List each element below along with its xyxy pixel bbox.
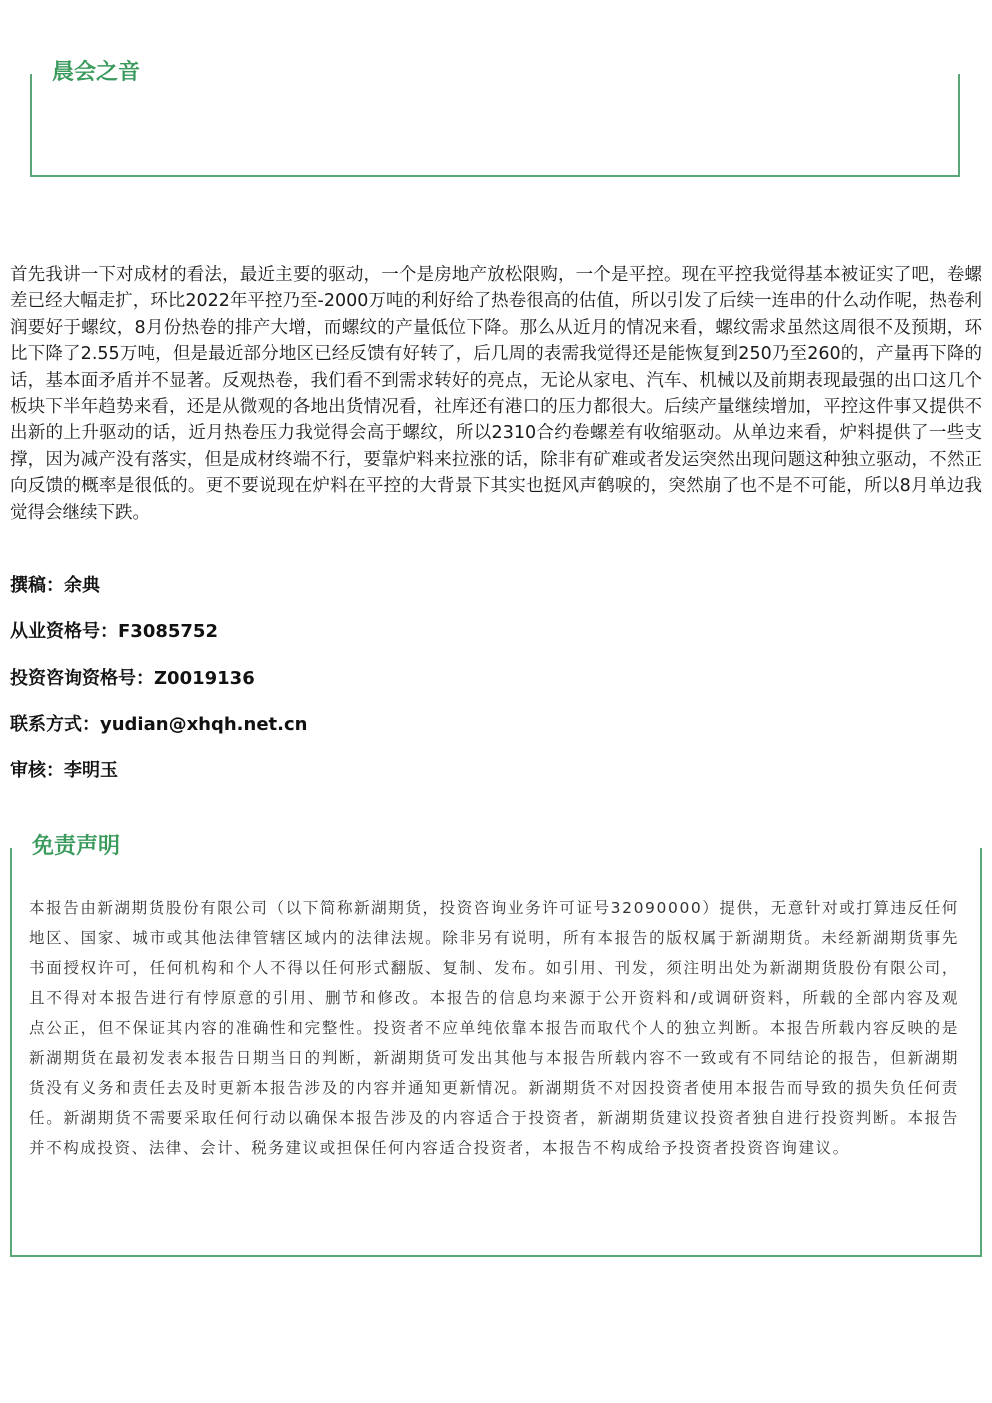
contact-line: 联系方式：yudian@xhqh.net.cn bbox=[10, 714, 308, 735]
reviewer-line: 审核：李明玉 bbox=[10, 760, 118, 781]
disclaimer-title: 免责声明 bbox=[28, 829, 124, 860]
consult-license-line: 投资咨询资格号：Z0019136 bbox=[10, 668, 255, 689]
license-line: 从业资格号：F3085752 bbox=[10, 621, 218, 642]
author-line: 撰稿：余典 bbox=[10, 575, 100, 596]
disclaimer-text: 本报告由新湖期货股份有限公司（以下简称新湖期货，投资咨询业务许可证号32090000）提供，无意针对或打算违反任何地区、国家、城市或其他法律管辖区域内的法律法规。除非另有说明，所有本报告的版权属于新湖期货。未经新湖期货事先书面授权许可，任何机构和个人不得以任何形式翻版、复制、发布。如引用、刊发，须注明出处为新湖期货股份有限公司，且不得对本报告进行有悖原意的引用、删节和修改。本报告的信息均来源于公开资料和/或调研资料，所载的全部内容及观点公正，但不保证其内容的准确性和完整性。投资者不应单纯依靠本报告而取代个人的独立判断。本报告所载内容反映的是新湖期货在最初发表本报告日期当日的判断，新湖期货可发出其他与本报告所载内容不一致或有不同结论的报告，但新湖期货没有义务和责任去及时更新本报告涉及的内容并通知更新情况。新湖期货不对因投资者使用本报告而导致的损失负任何责任。新湖期货不需要采取任何行动以确保本报告涉及的内容适合于投资者，新湖期货建议投资者独自进行投资判断。本报告并不构成投资、法律、会计、税务建议或担保任何内容适合投资者，本报告不构成给予投资者投资咨询建议。 bbox=[29, 899, 959, 1157]
top-section-box bbox=[30, 74, 960, 177]
main-paragraph: 首先我讲一下对成材的看法，最近主要的驱动，一个是房地产放松限购，一个是平控。现在平控我觉得基本被证实了吧，卷螺差已经大幅走扩，环比2022年平控乃至-2000万吨的利好给了热卷很高的估值，所以引发了后续一连串的什么动作呢，热卷利润要好于螺纹，8月份热卷的排产大增，而螺纹的产量低位下降。那么从近月的情况来看，螺纹需求虽然这周很不及预期，环比下降了2.55万吨，但是最近部分地区已经反馈有好转了，后几周的表需我觉得还是能恢复到250乃至260的，产量再下降的话，基本面矛盾并不显著。反观热卷，我们看不到需求转好的亮点，无论从家电、汽车、机械以及前期表现最强的出口这几个板块下半年趋势来看，还是从微观的各地出货情况看，社库还有港口的压力都很大。后续产量继续增加，平控这件事又提供不出新的上升驱动的话，近月热卷压力我觉得会高于螺纹，所以2310合约卷螺差有收缩驱动。从单边来看，炉料提供了一些支撑，因为减产没有落实，但是成材终端不行，要靠炉料来拉涨的话，除非有矿难或者发运突然出现问题这种独立驱动，不然正向反馈的概率是很低的。更不要说现在炉料在平控的大背景下其实也挺风声鹤唳的，突然崩了也不是不可能，所以8月单边我觉得会继续下跌。 bbox=[10, 265, 982, 523]
section-title-morning-meeting: 晨会之音 bbox=[48, 55, 144, 86]
